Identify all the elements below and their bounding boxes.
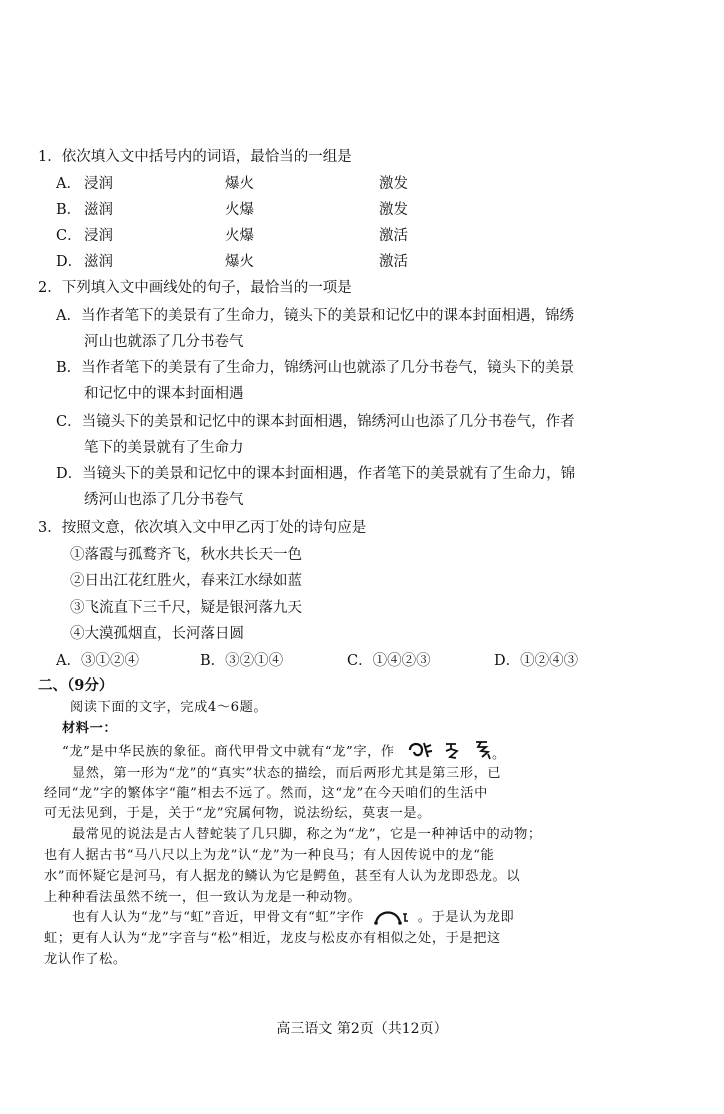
q2-option-c-line2: 笔下的美景就有了生命力 xyxy=(84,440,244,456)
q2-stem: 2．下列填入文中画线处的句子，最恰当的一项是 xyxy=(38,280,352,296)
q2-option-a-line1: A．当作者笔下的美景有了生命力，镜头下的美景和记忆中的课本封面相遇，锦绣 xyxy=(56,308,574,324)
paragraph-3-line-4: 上种种看法虽然不统一，但一致认为龙是一种动物。 xyxy=(44,890,362,905)
paragraph-4-line-2: 虹；更有人认为“龙”字音与“松”相近，龙皮与松皮亦有相似之处，于是把这 xyxy=(44,931,501,946)
q2-option-a-line2: 河山也就添了几分书卷气 xyxy=(84,334,244,350)
svg-text:。: 。 xyxy=(491,747,506,761)
q2-option-b-line1: B．当作者笔下的美景有了生命力，锦绣河山也就添了几分书卷气，镜头下的美景 xyxy=(56,360,575,376)
q1-option-a-w2: 爆火 xyxy=(225,176,254,192)
q3-line-3: ③飞流直下三千尺，疑是银河落九天 xyxy=(70,600,302,616)
q3-stem: 3．按照文意，依次填入文中甲乙丙丁处的诗句应是 xyxy=(38,520,367,536)
q1-option-d-letter: D． xyxy=(56,254,83,270)
section-heading: 二、（9分） xyxy=(38,677,114,694)
q3-line-1: ①落霞与孤鹜齐飞，秋水共长天一色 xyxy=(70,547,302,563)
q1-option-b-w1: 滋润 xyxy=(84,202,113,218)
q3-answer-d: D．①②④③ xyxy=(494,653,579,669)
q1-option-b-letter: B． xyxy=(56,202,82,218)
q1-option-d-w3: 激活 xyxy=(379,254,408,270)
page-footer: 高三语文 第2页（共12页） xyxy=(276,1021,448,1037)
paragraph-2-line-2: 经同“龙”字的繁体字“龍”相去不远了。然而，这“龙”在今天咱们的生活中 xyxy=(44,786,488,801)
paragraph-3-line-1: 最常见的说法是古人替蛇装了几只脚，称之为“龙”，它是一种神话中的动物； xyxy=(72,827,542,842)
oracle-bone-rainbow-glyph xyxy=(373,907,409,929)
q1-option-b-w3: 激发 xyxy=(379,202,408,218)
section-instruction: 阅读下面的文字，完成4～6题。 xyxy=(70,700,268,715)
paragraph-2-line-3: 可无法见到，于是，关于“龙”究属何物，说法纷纭，莫衷一是。 xyxy=(44,806,431,821)
paragraph-4-text-tail: 。于是认为龙即 xyxy=(417,910,515,925)
q2-option-d-line1: D．当镜头下的美景和记忆中的课本封面相遇，作者笔下的美景就有了生命力，锦 xyxy=(56,466,576,482)
q1-option-c-w1: 浸润 xyxy=(84,228,113,244)
q2-option-d-line2: 绣河山也添了几分书卷气 xyxy=(84,492,244,508)
oracle-dragon-svg xyxy=(406,739,506,761)
q1-option-c-letter: C． xyxy=(56,228,82,244)
q3-line-2: ②日出江花红胜火，春来江水绿如蓝 xyxy=(70,573,302,589)
q1-option-a-w3: 激发 xyxy=(379,176,408,192)
q1-option-c-w3: 激活 xyxy=(379,228,408,244)
q2-option-c-line1: C．当镜头下的美景和记忆中的课本封面相遇，锦绣河山也添了几分书卷气，作者 xyxy=(56,414,575,430)
q1-option-d-w2: 爆火 xyxy=(225,254,254,270)
q2-option-b-line2: 和记忆中的课本封面相遇 xyxy=(84,386,244,402)
paragraph-4-line-1 xyxy=(72,906,514,929)
oracle-rainbow-svg xyxy=(373,907,409,925)
q1-option-d-w1: 滋润 xyxy=(84,254,113,270)
paragraph-4-text-a: 也有人认为“龙”与“虹”音近，甲骨文有“虹”字作 xyxy=(72,910,365,925)
paragraph-4-line-3: 龙认作了松。 xyxy=(44,952,127,967)
paragraph-1-text: “龙”是中华民族的象征。商代甲骨文中就有“龙”字，作 xyxy=(62,744,395,760)
q3-line-4: ④大漠孤烟直，长河落日圆 xyxy=(70,626,244,642)
paragraph-3-line-3: 水”而怀疑它是河马，有人据龙的鳞认为它是鳄鱼，甚至有人认为龙即恐龙。以 xyxy=(44,869,521,884)
q1-option-c-w2: 火爆 xyxy=(225,228,254,244)
q1-stem: 1．依次填入文中括号内的词语，最恰当的一组是 xyxy=(38,149,352,165)
paragraph-2-line-1: 显然，第一形为“龙”的“真实”状态的描绘，而后两形尤其是第三形，已 xyxy=(72,766,502,781)
material-title: 材料一： xyxy=(62,721,118,736)
paragraph-3-line-2: 也有人据古书“马八尺以上为龙”认“龙”为一种良马；有人因传说中的龙“能 xyxy=(44,848,495,863)
q1-option-a-w1: 浸润 xyxy=(84,176,113,192)
q3-answer-b: B．③②①④ xyxy=(200,653,284,669)
q3-answer-a: A．③①②④ xyxy=(56,653,139,669)
q1-option-a-letter: A． xyxy=(56,176,81,192)
q1-option-b-w2: 火爆 xyxy=(225,202,254,218)
q3-answer-c: C．①④②③ xyxy=(347,653,431,669)
